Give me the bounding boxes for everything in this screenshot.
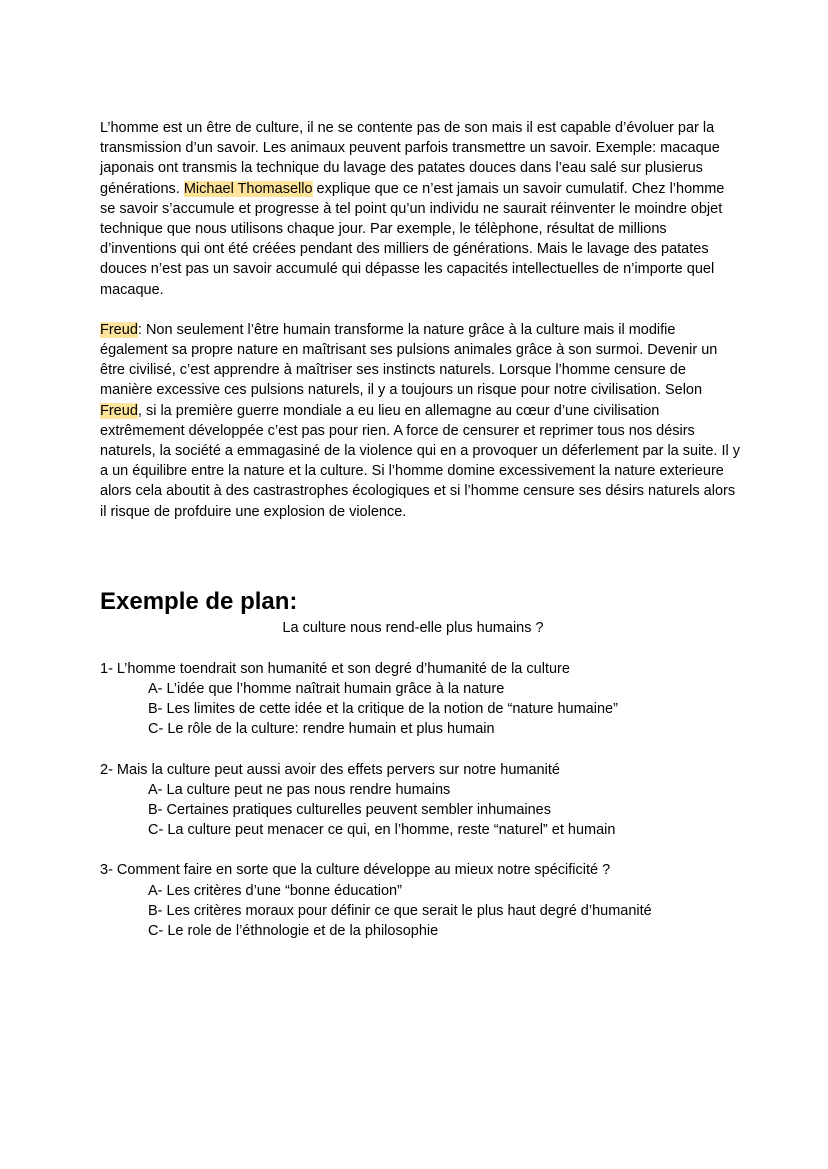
highlighted-name: Freud [100, 321, 138, 338]
plan-section [100, 860, 740, 941]
section-item: A- La culture peut ne pas nous rendre humains [148, 781, 451, 798]
section-item: A- Les critères d’une “bonne éducation” [148, 882, 402, 899]
section-heading: 3- Comment faire en sorte que la culture développe au mieux notre spécificité ? [100, 862, 611, 879]
paragraph-freud [100, 320, 740, 522]
paragraph-text: , si la première guerre mondiale a eu lieu en allemagne au cœur d’une civilisation extrêmement développée c’est pas pour rien. A force de censurer et reprimer tous nos désirs naturels, la société a emmagasiné de la violence qui en a provoquer un déferlement par la suite. Il y a un équilibre entre la nature et la culture. Si l’homme domine excessivement la nature exterieure alors cela aboutit à des castrastrophes écologiques et si l’homme censure ses désirs naturels alors il risque de profduire une explosion de violence. [100, 402, 740, 520]
section-heading: 1- L’homme toendrait son humanité et son degré d’humanité de la culture [100, 660, 570, 677]
paragraph-text: L’homme est un être de culture, il ne se contente pas de son mais il est capable d’évoluer par la transmission d’un savoir. Les animaux peuvent parfois transmettre un savoir. Exemple: macaque japonais ont transmis la technique du lavage des patates douces dans l’eau salé sur plusierus générations. [100, 120, 720, 197]
document-page [100, 118, 740, 961]
highlighted-name: Freud [100, 402, 138, 419]
plan-section [100, 760, 740, 841]
plan-heading: Exemple de plan: [100, 587, 298, 615]
highlighted-name: Michael Thomasello [183, 180, 313, 197]
section-item: C- La culture peut menacer ce qui, en l’homme, reste “naturel” et humain [148, 822, 616, 839]
section-item: B- Certaines pratiques culturelles peuvent sembler inhumaines [148, 802, 551, 819]
paragraph-text: : Non seulement l’être humain transforme la nature grâce à la culture mais il modifie également sa propre nature en maîtrisant ses pulsions animales grâce à son surmoi. Devenir un être civilisé, c’est apprendre à maîtriser ses instincts naturels. Lorsque l’homme censure de manière excessive ces pulsions naturels, il y a toujours un risque pour notre civilisation. Selon [100, 321, 718, 399]
section-item: B- Les limites de cette idée et la critique de la notion de “nature humaine” [148, 701, 618, 718]
paragraph-text: explique que ce n’est jamais un savoir cumulatif. Chez l’homme se savoir s’accumule et progresse à tel point qu’un individu ne saurait réinventer le moindre objet technique que nous utilisons chaque jour. Par exemple, le télèphone, résultat de millions d’inventions qui ont été créées pendant des milliers de générations. Mais le lavage des patates douces n’est pas un savoir accumulé qui dépasse les capacités intellectuelles de n’importe quel macaque. [100, 180, 725, 298]
paragraph-transmission [100, 118, 740, 300]
section-item: C- Le rôle de la culture: rendre humain et plus humain [148, 721, 495, 738]
section-item: A- L’idée que l’homme naîtrait humain grâce à la nature [148, 681, 505, 698]
plan-question: La culture nous rend-elle plus humains ? [282, 619, 544, 636]
section-item: B- Les critères moraux pour définir ce que serait le plus haut degré d’humanité [148, 902, 652, 919]
section-item: C- Le role de l’éthnologie et de la philosophie [148, 923, 439, 940]
plan-section [100, 659, 740, 740]
section-heading: 2- Mais la culture peut aussi avoir des effets pervers sur notre humanité [100, 761, 560, 778]
